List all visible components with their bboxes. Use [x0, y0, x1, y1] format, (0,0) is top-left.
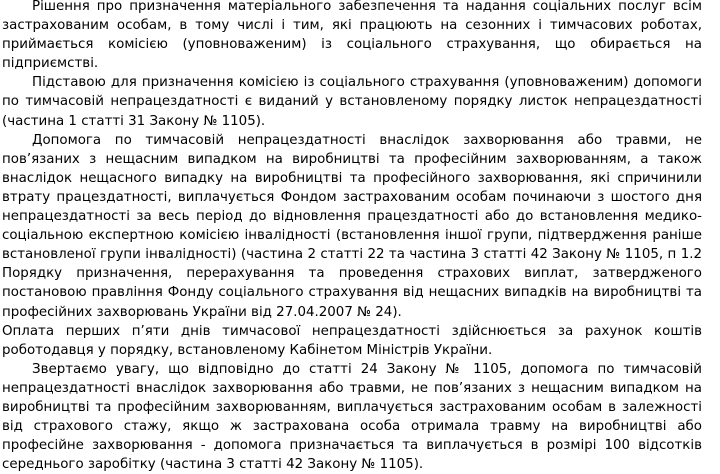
paragraph-first-five-days-payment: Оплата перших п’яти днів тимчасової непрацездатності здійснюється за рахунок коштів роботодавця у порядку, встановленому Кабінетом Міністрів України.: [2, 323, 702, 358]
paragraph-basis-sick-leave: Підставою для призначення комісією із соціального страхування (уповноваженим) допомоги по тимчасовій непрацездатності є виданий у встановленому порядку листок непрацездатності (частина 1 статті 31 Закону № 1105).: [2, 75, 702, 129]
paragraph-decision-commission: Рішення про призначення матеріального забезпечення та надання соціальних послуг всім застрахованим особам, в тому числі і тим, які працюють на сезонних і тимчасових роботах, приймається комісією (уповноваженим) із соціального страхування, що обирається на підприємстві.: [2, 0, 702, 72]
paragraph-temporary-disability-benefit: Допомога по тимчасовій непрацездатності внаслідок захворювання або травми, не пов’язаних з нещасним випадком на виробництві та професійним захворюванням, а також внаслідок нещасного випадку на виробництві та професійного захворювання, які спричинили втрату працездатності, виплачується Фондом застрахованим особам починаючи з шостого дня непрацездатності за весь період до відновлення працездатності або до встановлення медико-соціальною експертною комісією інвалідності (встановлення іншої групи, підтвердження раніше встановленої групи інвалідності) (частина 2 статті 22 та частина 3 статті 42 Закону № 1105, п 1.2 Порядку призначення, перерахування та проведення страхових виплат, затвердженого постановою правління Фонду соціального страхування від нещасних випадків на виробництві та професійних захворювань України від 27.04.2007 № 24).: [2, 132, 702, 320]
paragraph-insurance-experience-note: Звертаємо увагу, що відповідно до статті 24 Закону № 1105, допомога по тимчасовій непрацездатності внаслідок захворювання або травми, не пов’язаних з нещасним випадком на виробництві та професійним захворюванням, виплачується застрахованим особам в залежності від страхового стажу, якщо ж застрахована особа отримала травму на виробництві або професійне захворювання - допомога призначається та виплачується в розмірі 100 відсотків середнього заробітку (частина 3 статті 42 Закону № 1105).: [2, 361, 702, 473]
